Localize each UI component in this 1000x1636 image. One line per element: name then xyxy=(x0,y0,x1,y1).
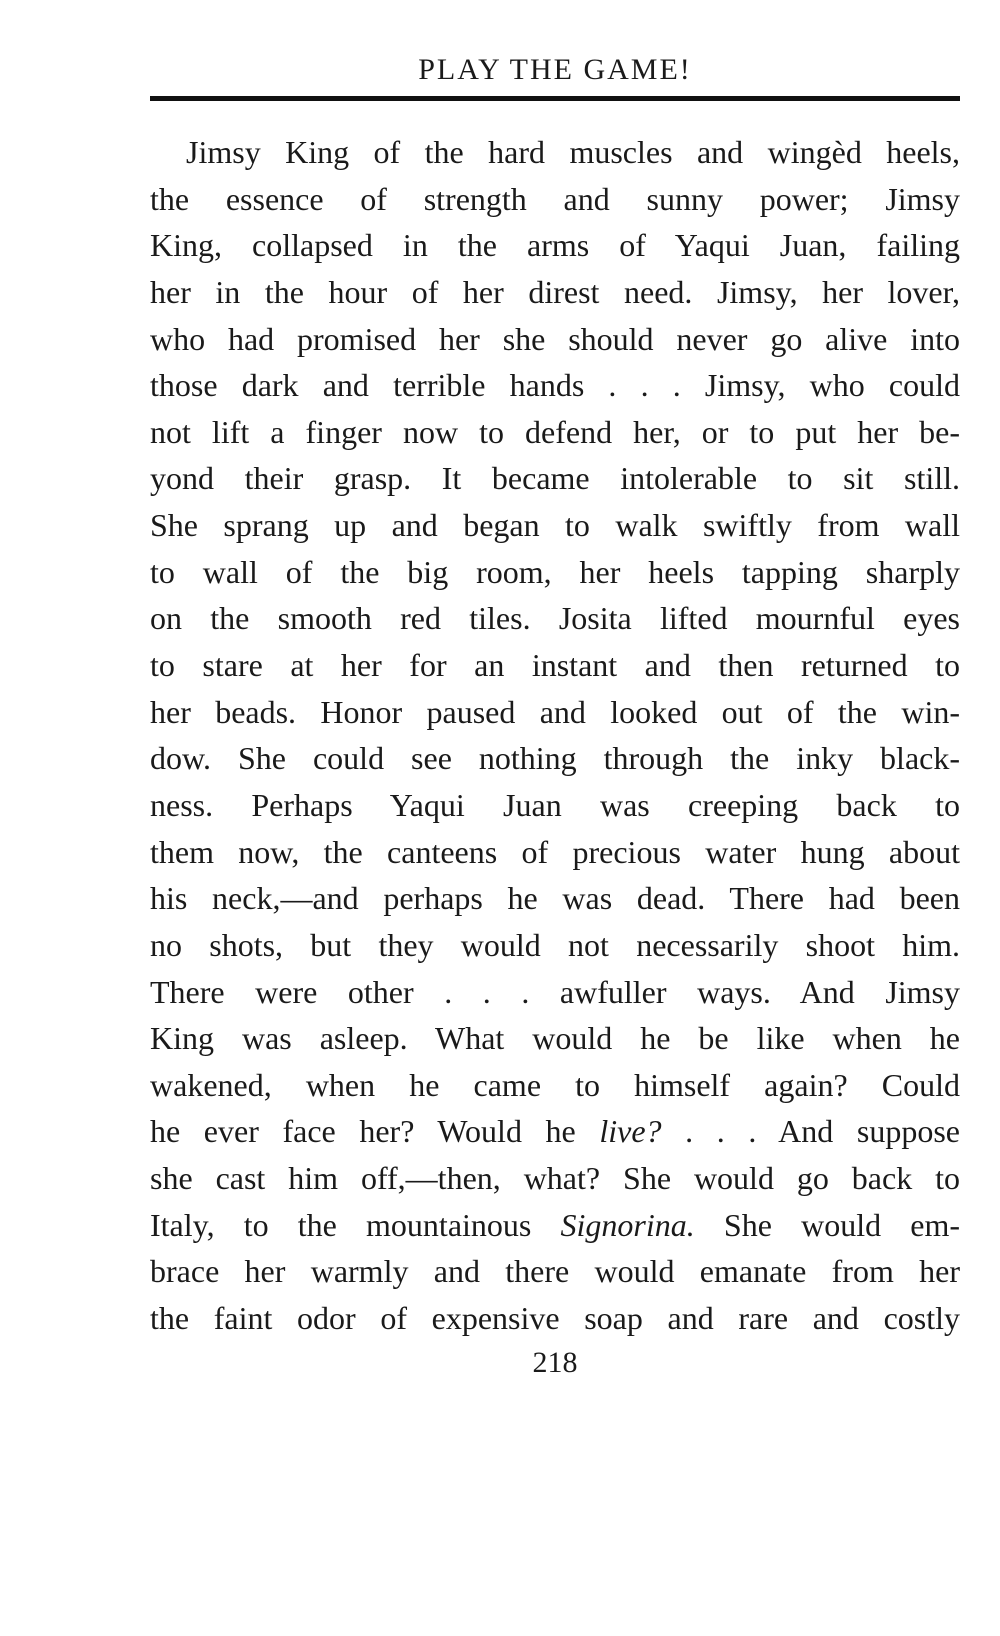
text-line: brace her warmly and there would emanate from her xyxy=(150,1253,960,1290)
emphasis: live? xyxy=(599,1113,662,1150)
text-line: wakened, when he came to himself again? Could xyxy=(150,1066,960,1103)
body-text xyxy=(150,129,960,1342)
text-line: he ever face her? Would he live? . . . And suppose xyxy=(150,1113,961,1150)
text-line: yond their grasp. It became intolerable to sit still. xyxy=(150,460,960,497)
text-line: Italy, to the mountainous Signorina. She would em- xyxy=(150,1206,961,1243)
text-line: to wall of the big room, her heels tapping sharply xyxy=(150,553,960,590)
text-line: the essence of strength and sunny power; Jimsy xyxy=(150,180,960,217)
text-line: the faint odor of expensive soap and rare and costly xyxy=(150,1300,960,1337)
text-line: her in the hour of her direst need. Jimsy, her lover, xyxy=(150,273,960,310)
text-line: she cast him off,—then, what? She would go back to xyxy=(150,1160,960,1197)
running-head: PLAY THE GAME! xyxy=(418,53,692,86)
text-line: not lift a finger now to defend her, or to put her be- xyxy=(150,413,960,450)
text-line: on the smooth red tiles. Josita lifted mournful eyes xyxy=(150,600,960,637)
text-line: no shots, but they would not necessarily shoot him. xyxy=(150,926,960,963)
text-line: those dark and terrible hands . . . Jimsy, who could xyxy=(150,367,960,404)
text-line: who had promised her she should never go alive into xyxy=(150,320,960,357)
page-number: 218 xyxy=(532,1346,578,1379)
text-line: her beads. Honor paused and looked out of the win- xyxy=(150,693,960,730)
text-line: dow. She could see nothing through the inky black- xyxy=(150,740,960,777)
text-line: to stare at her for an instant and then returned to xyxy=(150,647,960,684)
text-line: ness. Perhaps Yaqui Juan was creeping back to xyxy=(150,786,960,823)
text-line: King, collapsed in the arms of Yaqui Juan, failing xyxy=(150,227,960,264)
text-line: them now, the canteens of precious water hung about xyxy=(150,833,960,870)
text-line: There were other . . . awfuller ways. And Jimsy xyxy=(150,973,960,1010)
text-line: Jimsy King of the hard muscles and wingèd heels, xyxy=(186,134,960,170)
emphasis: Signorina. xyxy=(560,1206,695,1243)
text-line: King was asleep. What would he be like when he xyxy=(150,1020,960,1057)
text-line: She sprang up and began to walk swiftly from wall xyxy=(150,507,960,544)
header-rule xyxy=(150,96,960,101)
text-line: his neck,—and perhaps he was dead. There had been xyxy=(150,880,960,917)
